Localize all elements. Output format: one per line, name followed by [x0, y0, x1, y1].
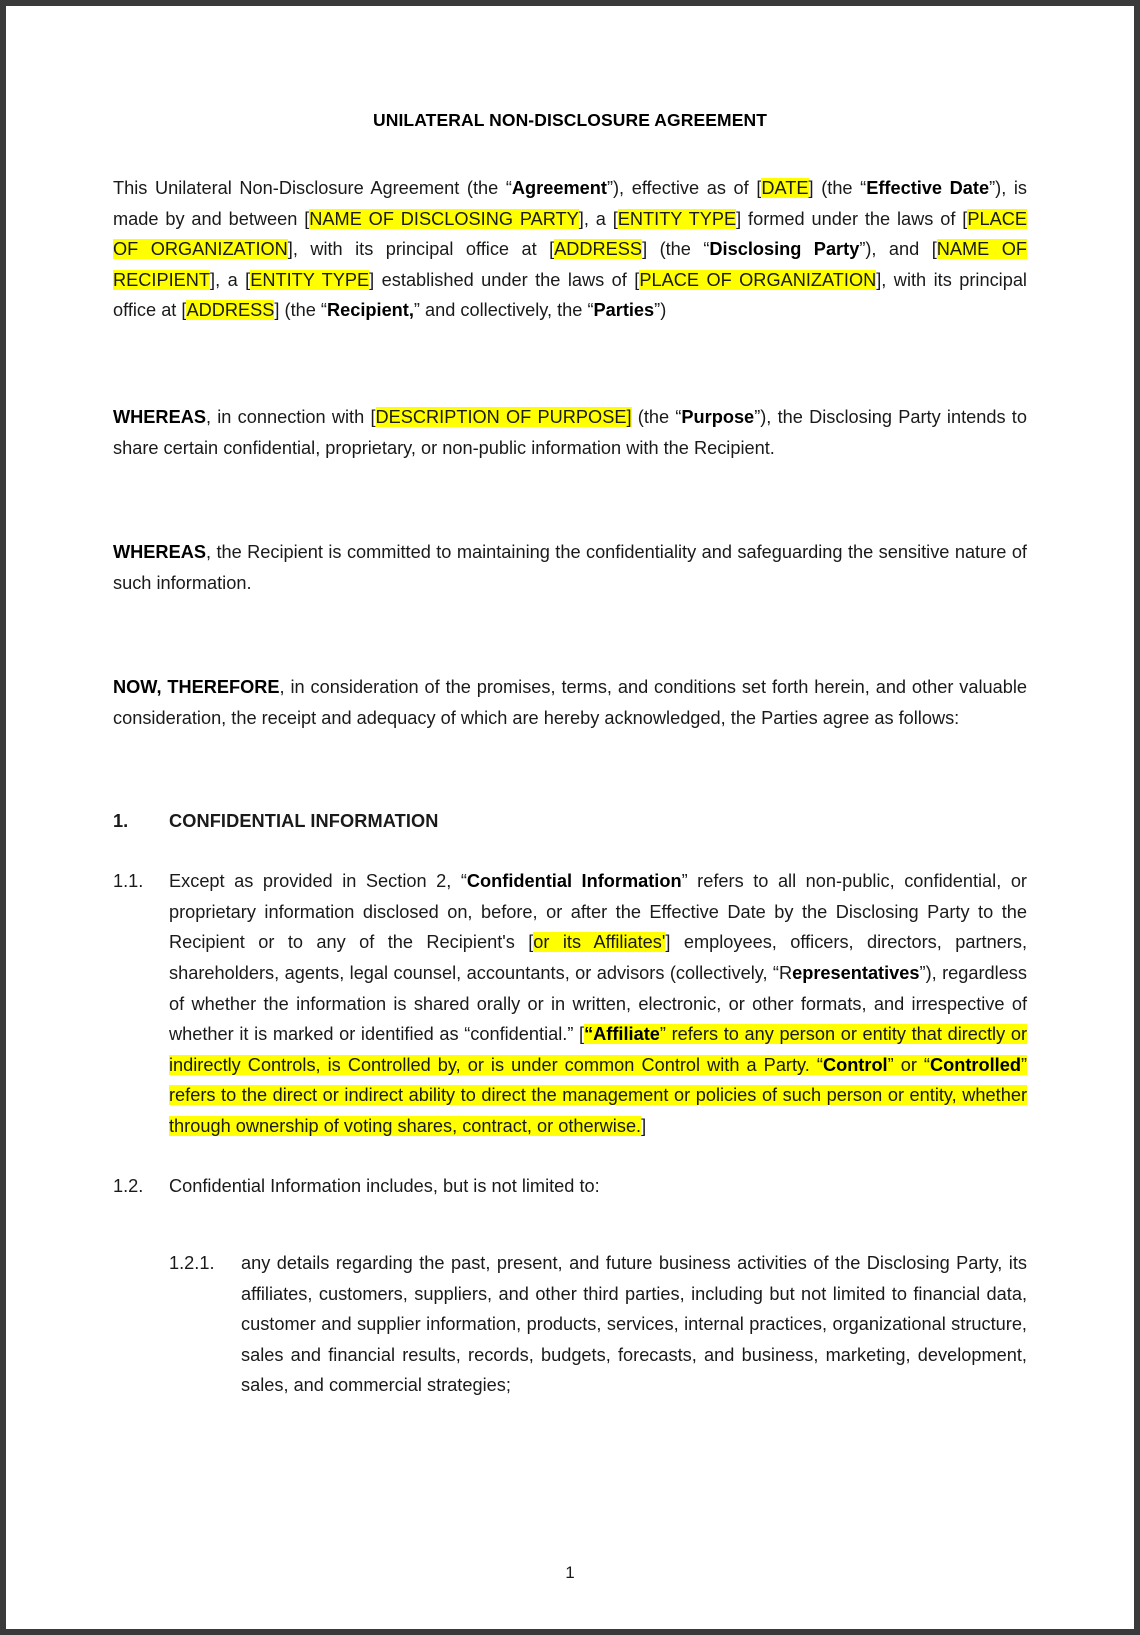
- preamble-text-10: ], a [: [210, 269, 251, 290]
- preamble-text-6: ] formed under the laws of [: [736, 208, 968, 229]
- whereas-2-text: , the Recipient is committed to maintaining the confidentiality and safeguarding the sensitive nature of such information.: [113, 542, 1027, 593]
- term-parties: Parties: [593, 300, 655, 321]
- term-purpose: Purpose: [681, 406, 755, 427]
- placeholder-place-of-organization-1: PLACE OF ORGANIZATION: [113, 208, 1027, 260]
- placeholder-address-2: ADDRESS: [186, 300, 275, 321]
- spacer: [113, 598, 1027, 672]
- now-therefore-label: NOW, THEREFORE: [113, 677, 280, 698]
- clause-1-1-text-4: ”), regardless of whether the information is shared orally or in written, electronic, or other formats, and irrespective of whether it is marked or identified as “confidential.” [: [169, 962, 1027, 1045]
- preamble-text-8: ] (the “: [642, 239, 710, 260]
- clause-body-1-1: [169, 866, 1027, 1141]
- preamble-text-14: ” and collectively, the “: [413, 300, 594, 321]
- term-representatives: epresentatives: [792, 962, 920, 983]
- placeholder-address-1: ADDRESS: [554, 239, 643, 260]
- clause-body-1-2: Confidential Information includes, but is not limited to:: [169, 1176, 600, 1197]
- placeholder-entity-type-1: ENTITY TYPE: [617, 208, 737, 229]
- placeholder-name-of-recipient: NAME OF RECIPIENT: [113, 239, 1027, 290]
- document-page: [6, 6, 1134, 1629]
- clause-1-1-text-1: Except as provided in Section 2, “: [169, 871, 467, 892]
- whereas-1-text-2: (the “: [631, 406, 682, 427]
- affiliate-def-text-1: ” refers to any person or entity that directly or indirectly Controls, is Controlled by, or is under common Control with a Party. “: [169, 1024, 1027, 1075]
- placeholder-date: DATE: [761, 178, 809, 198]
- preamble-text-9: ”), and [: [859, 239, 937, 260]
- preamble-text-15: ”): [654, 300, 667, 321]
- term-agreement: Agreement: [511, 178, 607, 198]
- term-effective-date: Effective Date: [866, 178, 990, 198]
- term-affiliate: “Affiliate: [584, 1024, 660, 1045]
- preamble-text-11: ] established under the laws of [: [369, 269, 640, 290]
- spacer: [113, 1202, 1027, 1248]
- section-number-1: 1.: [113, 810, 129, 831]
- preamble-paragraph: [113, 173, 1027, 326]
- clause-1-1: [113, 866, 1027, 1141]
- spacer: [113, 463, 1027, 537]
- placeholder-or-its-affiliates: or its Affiliates': [533, 932, 666, 953]
- term-control: Control: [822, 1054, 888, 1075]
- spacer: [113, 326, 1027, 402]
- clause-1-2: [113, 1171, 1027, 1202]
- preamble-text-12: ], with its principal office at [: [113, 269, 1027, 321]
- clause-number-1-2-1: 1.2.1.: [169, 1253, 215, 1274]
- placeholder-place-of-organization-2: PLACE OF ORGANIZATION: [639, 269, 877, 290]
- whereas-paragraph-2: [113, 537, 1027, 598]
- term-confidential-information: Confidential Information: [466, 871, 682, 892]
- placeholder-entity-type-2: ENTITY TYPE: [250, 269, 370, 290]
- whereas-1-text-1: , in connection with [: [205, 406, 376, 427]
- spacer: [113, 734, 1027, 806]
- section-heading-1: [113, 806, 1027, 837]
- whereas-label-2: WHEREAS: [113, 542, 206, 563]
- whereas-label-1: WHEREAS: [113, 406, 206, 427]
- term-recipient: Recipient,: [326, 300, 414, 321]
- placeholder-name-of-disclosing-party: NAME OF DISCLOSING PARTY: [309, 208, 579, 229]
- affiliate-def-text-3: ” refers to the direct or indirect ability to direct the management or policies of such person or entity, whether through ownership of voting shares, contract, or otherwise.: [169, 1054, 1027, 1136]
- clause-1-2-1: [113, 1248, 1027, 1401]
- preamble-text-2: ”), effective as of [: [606, 178, 762, 198]
- preamble-text-4: ”), is made by and between [: [113, 178, 1027, 229]
- preamble-text-3: ] (the “: [808, 178, 867, 198]
- term-disclosing-party: Disclosing Party: [709, 239, 860, 260]
- spacer: [113, 1141, 1027, 1171]
- preamble-text-13: ] (the “: [274, 300, 327, 321]
- clause-1-1-text-5: ]: [641, 1115, 647, 1136]
- clause-number-1-2: 1.2.: [113, 1176, 144, 1197]
- now-therefore-text: , in consideration of the promises, terms, and conditions set forth herein, and other valuable consideration, the receipt and adequacy of which are hereby acknowledged, the Parties agree as follows:: [113, 677, 1027, 728]
- now-therefore-paragraph: [113, 672, 1027, 733]
- preamble-text-1: This Unilateral Non-Disclosure Agreement (the “: [113, 178, 512, 198]
- whereas-1-text-3: ”), the Disclosing Party intends to share certain confidential, proprietary, or non-public information with the Recipient.: [113, 406, 1027, 458]
- clause-1-1-text-3: ] employees, officers, directors, partners, shareholders, agents, legal counsel, accountants, or advisors (collectively, “R: [169, 932, 1028, 983]
- placeholder-description-of-purpose: DESCRIPTION OF PURPOSE]: [375, 406, 632, 427]
- clause-1-1-text-2: ” refers to all non-public, confidential, or proprietary information disclosed on, before, or after the Effective Date by the Disclosing Party to the Recipient or to any of the Recipient's [: [169, 871, 1027, 953]
- preamble-text-7: ], with its principal office at [: [287, 239, 555, 260]
- term-controlled: Controlled: [930, 1054, 1021, 1075]
- spacer: [113, 836, 1027, 866]
- page-number: 1: [565, 1563, 575, 1582]
- affiliate-def-text-2: ” or “: [887, 1054, 930, 1075]
- section-title-1: CONFIDENTIAL INFORMATION: [169, 810, 439, 831]
- preamble-text-5: ], a [: [578, 208, 618, 229]
- whereas-paragraph-1: [113, 402, 1027, 463]
- document-title: UNILATERAL NON-DISCLOSURE AGREEMENT: [372, 110, 767, 130]
- clause-body-1-2-1: any details regarding the past, present, and future business activities of the Disclosing Party, its affiliates, customers, suppliers, and other third parties, including but not limited to financial data, customer and supplier information, products, services, internal practices, organizational structure, sales and financial results, records, budgets, forecasts, and business, marketing, development, sales, and commercial strategies;: [241, 1253, 1027, 1396]
- clause-number-1-1: 1.1.: [113, 871, 144, 892]
